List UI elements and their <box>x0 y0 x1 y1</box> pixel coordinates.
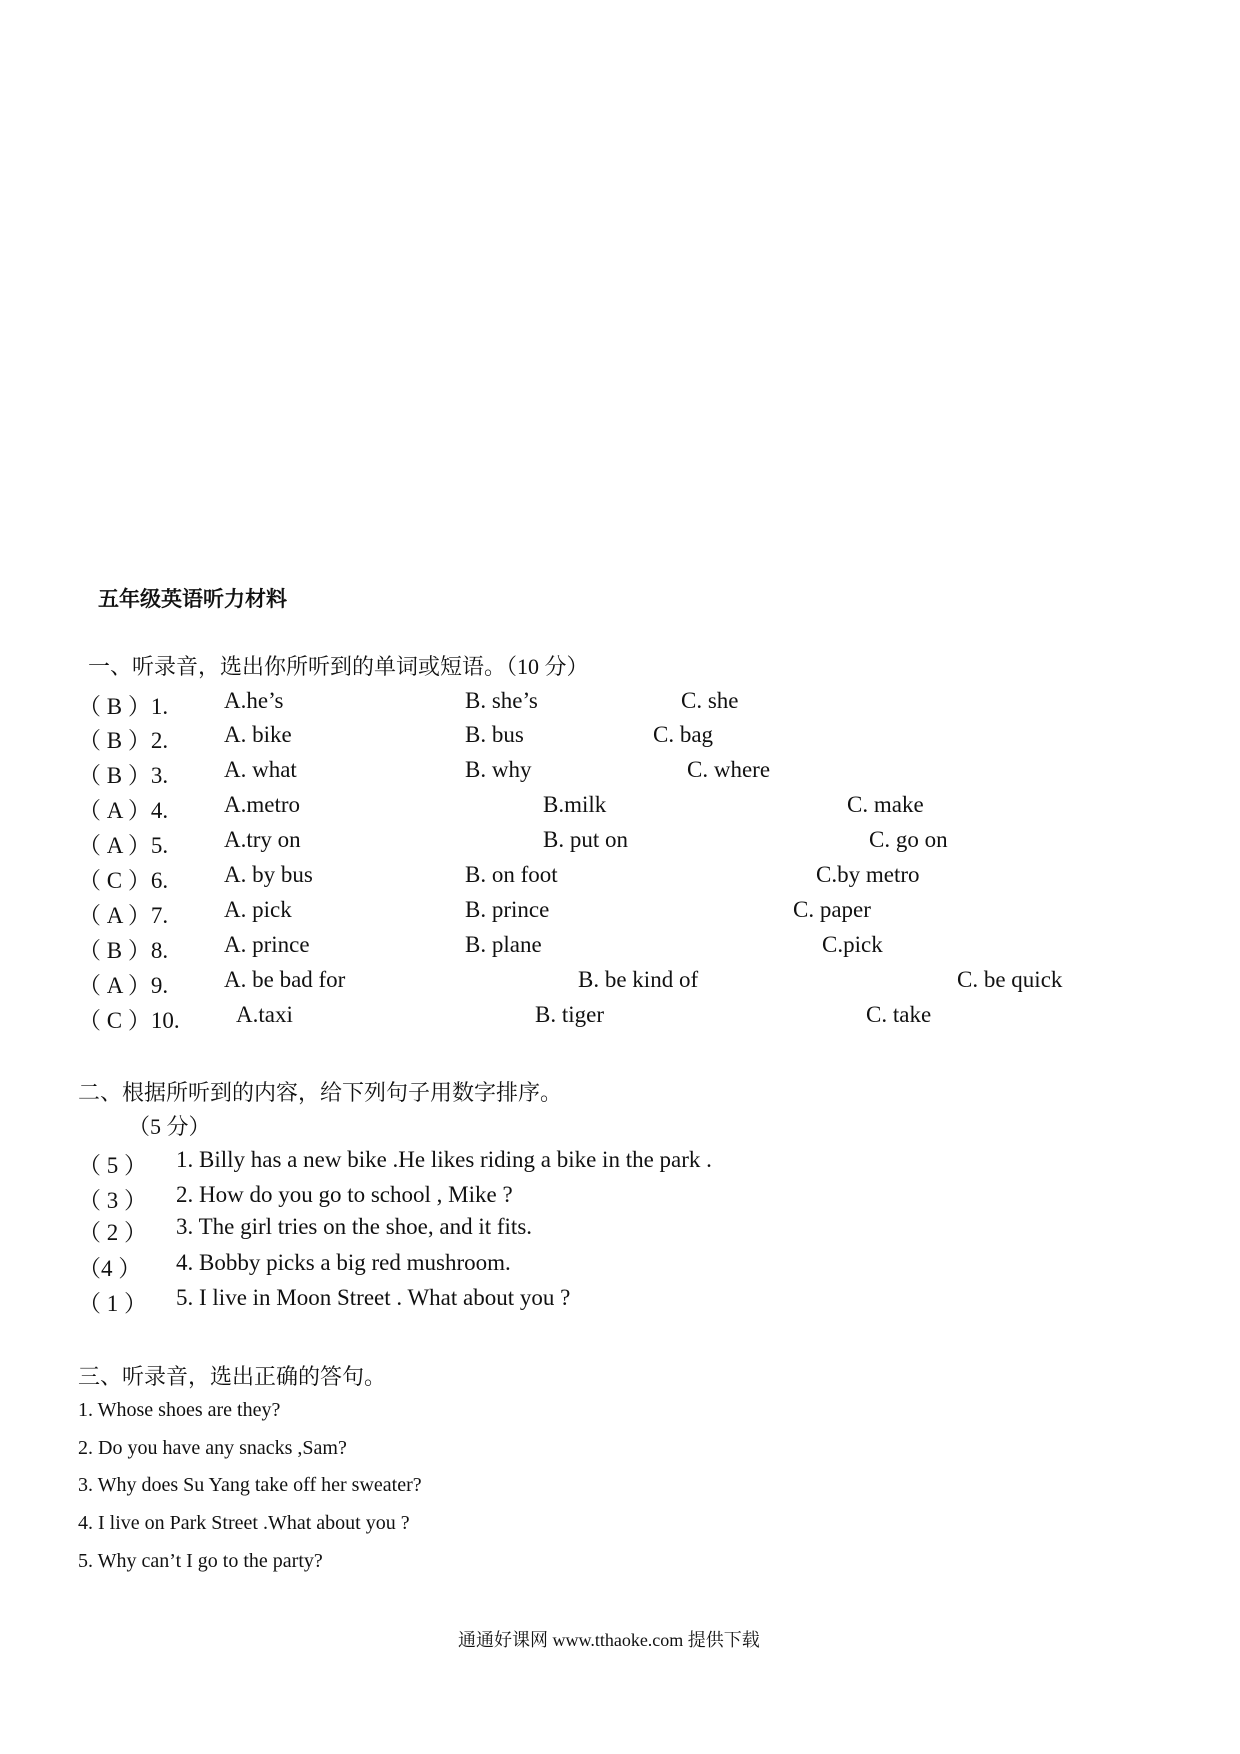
s1-row-8-paren: （ B ）8. <box>78 938 169 963</box>
s1-row-10-c: C. take <box>866 1002 932 1027</box>
s2-row-2-text: 2. How do you go to school , Mike ? <box>176 1182 513 1207</box>
s2-row-5-text: 5. I live in Moon Street . What about you ? <box>176 1285 571 1310</box>
s1-row-10-paren: （ C ）10. <box>78 1008 180 1033</box>
s1-row-8-c: C.pick <box>822 932 883 957</box>
s2-row-1-text: 1. Billy has a new bike .He likes riding a bike in the park . <box>176 1147 712 1172</box>
s1-row-1-a: A.he’s <box>224 688 284 713</box>
s1-row-10-b: B. tiger <box>535 1002 604 1027</box>
section1-heading: 一、听录音，选出你所听到的单词或短语。（10 分） <box>88 654 589 679</box>
s2-row-5-paren: （ 1 ） <box>78 1291 147 1316</box>
s1-row-2-paren: （ B ）2. <box>78 728 169 753</box>
s1-row-9-paren: （ A ）9. <box>78 973 169 998</box>
s2-row-4-paren: （4 ） <box>78 1256 142 1281</box>
s1-row-10-a: A.taxi <box>236 1002 293 1027</box>
section2-points: （5 分） <box>128 1114 211 1139</box>
s1-row-1-c: C. she <box>681 688 739 713</box>
s1-row-3-a: A. what <box>224 757 297 782</box>
s1-row-5-paren: （ A ）5. <box>78 833 169 858</box>
s1-row-4-b: B.milk <box>543 792 607 817</box>
s1-row-7-b: B. prince <box>465 897 550 922</box>
s1-row-6-c: C.by metro <box>816 862 920 887</box>
s1-row-3-b: B. why <box>465 757 532 782</box>
s1-row-5-a: A.try on <box>224 827 301 852</box>
s1-row-3-c: C. where <box>687 757 771 782</box>
page-footer: 通通好课网 www.tthaoke.com 提供下载 <box>458 1630 760 1650</box>
s1-row-7-c: C. paper <box>793 897 871 922</box>
s2-row-2-paren: （ 3 ） <box>78 1188 147 1213</box>
s1-row-9-b: B. be kind of <box>578 967 699 992</box>
document-title: 五年级英语听力材料 <box>98 587 287 611</box>
s3-item-2: 2. Do you have any snacks ,Sam? <box>78 1437 347 1459</box>
s1-row-9-a: A. be bad for <box>224 967 346 992</box>
s3-item-5: 5. Why can’t I go to the party? <box>78 1550 323 1572</box>
s1-row-4-c: C. make <box>847 792 924 817</box>
s1-row-6-b: B. on foot <box>465 862 558 887</box>
s1-row-5-c: C. go on <box>869 827 948 852</box>
s1-row-5-b: B. put on <box>543 827 628 852</box>
s2-row-3-paren: （ 2 ） <box>78 1220 147 1245</box>
s1-row-4-paren: （ A ）4. <box>78 798 169 823</box>
s1-row-6-paren: （ C ）6. <box>78 868 169 893</box>
s1-row-8-b: B. plane <box>465 932 542 957</box>
s2-row-4-text: 4. Bobby picks a big red mushroom. <box>176 1250 511 1275</box>
s1-row-6-a: A. by bus <box>224 862 313 887</box>
s1-row-7-paren: （ A ）7. <box>78 903 169 928</box>
s2-row-3-text: 3. The girl tries on the shoe, and it fits. <box>176 1214 533 1239</box>
s1-row-7-a: A. pick <box>224 897 292 922</box>
s1-row-9-c: C. be quick <box>957 967 1063 992</box>
s1-row-2-b: B. bus <box>465 722 524 747</box>
s1-row-2-a: A. bike <box>224 722 292 747</box>
section2-heading: 二、根据所听到的内容，给下列句子用数字排序。 <box>78 1080 563 1105</box>
section3-heading: 三、听录音，选出正确的答句。 <box>78 1364 387 1389</box>
s1-row-1-b: B. she’s <box>465 688 538 713</box>
s3-item-4: 4. I live on Park Street .What about you ? <box>78 1512 410 1534</box>
s2-row-1-paren: （ 5 ） <box>78 1153 147 1178</box>
s3-item-3: 3. Why does Su Yang take off her sweater? <box>78 1474 422 1496</box>
s1-row-4-a: A.metro <box>224 792 301 817</box>
s1-row-2-c: C. bag <box>653 722 714 747</box>
s1-row-1-paren: （ B ）1. <box>78 694 169 719</box>
s1-row-3-paren: （ B ）3. <box>78 763 169 788</box>
s1-row-8-a: A. prince <box>224 932 310 957</box>
s3-item-1: 1. Whose shoes are they? <box>78 1399 281 1421</box>
